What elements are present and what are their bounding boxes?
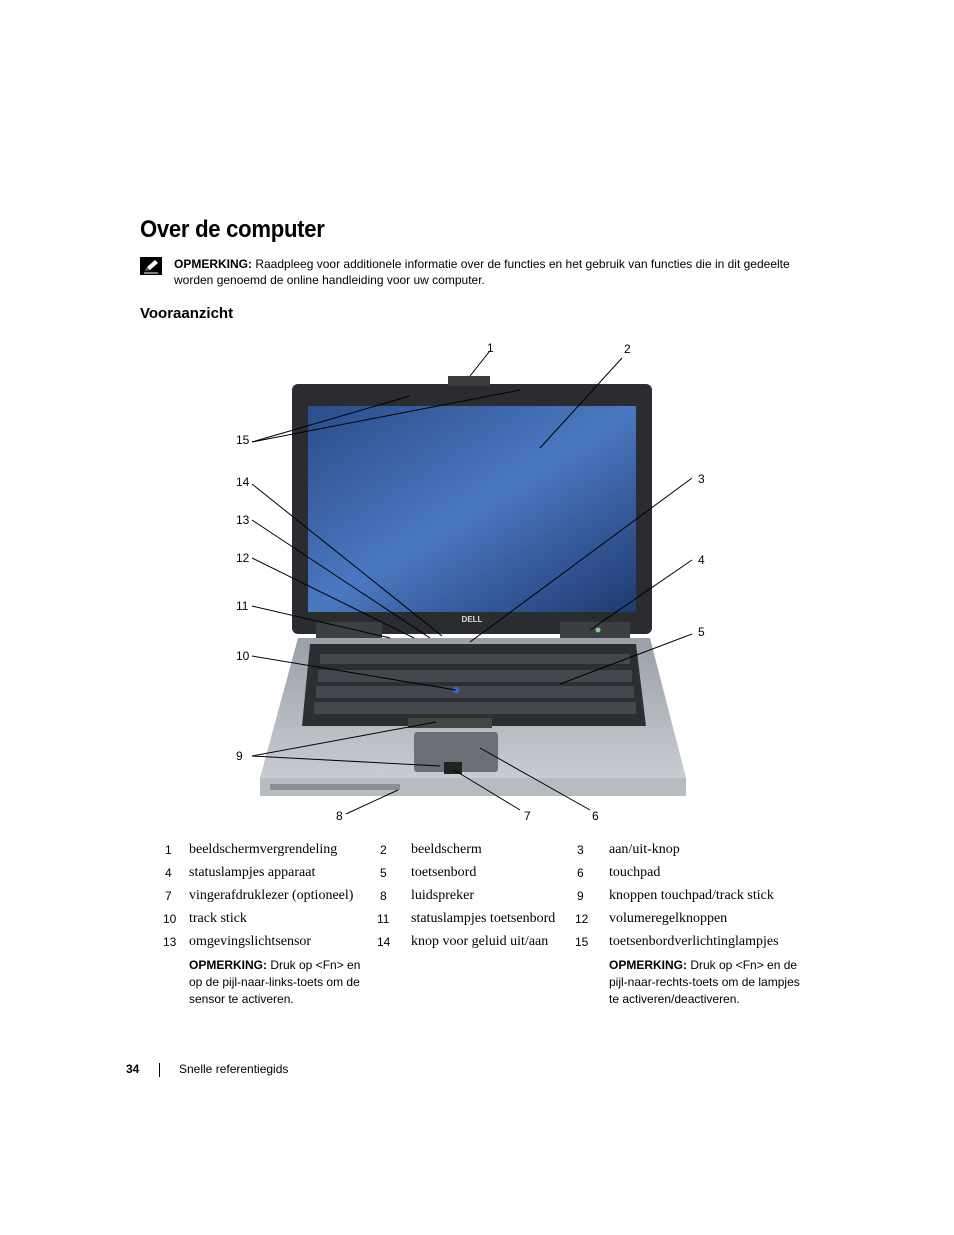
legend-row (155, 932, 815, 955)
footer-separator (159, 1063, 160, 1077)
legend-label: beeldscherm (411, 842, 482, 857)
callout-6: 6 (592, 809, 599, 823)
legend-note-15 (609, 957, 805, 1008)
legend-note-text: Druk op <Fn> en op de pijl-naar-links-toets om de sensor te activeren. (189, 958, 361, 1006)
laptop-front-view-figure (230, 338, 720, 828)
legend-label: beeldschermvergrendeling (189, 842, 338, 857)
pencil-note-icon (140, 257, 162, 275)
legend-label: volumeregelknoppen (609, 911, 728, 926)
legend-row (155, 886, 815, 909)
touchpad-buttons (408, 718, 492, 728)
legend-num: 13 (163, 935, 177, 949)
callout-13: 13 (236, 513, 250, 527)
page-title: Over de computer (140, 216, 325, 243)
legend-note-text: Druk op <Fn> en de pijl-naar-rechts-toets om de lampjes te activeren/deactiveren. (609, 958, 800, 1006)
speaker (270, 784, 400, 790)
legend-label: vingerafdruklezer (optioneel) (189, 888, 354, 903)
legend-label: track stick (189, 911, 247, 926)
legend-num: 11 (377, 912, 390, 926)
legend-row (155, 863, 815, 886)
legend-note-label: OPMERKING: (189, 958, 267, 972)
legend-num: 6 (577, 866, 584, 880)
legend-num: 15 (575, 935, 589, 949)
legend-num: 12 (575, 912, 589, 926)
display-screen (308, 406, 636, 612)
legend-label: knop voor geluid uit/aan (411, 934, 549, 949)
legend-note-label: OPMERKING: (609, 958, 687, 972)
legend-num: 2 (380, 843, 387, 857)
legend-table (155, 840, 815, 1006)
callout-3: 3 (698, 472, 705, 486)
callout-9: 9 (236, 749, 243, 763)
note-label: OPMERKING: (174, 257, 252, 271)
legend-num: 1 (165, 843, 172, 857)
callout-8: 8 (336, 809, 343, 823)
note-text: Raadpleeg voor additionele informatie over de functies en het gebruik van functies die in dit gedeelte worden genoemd de online handleiding voor uw computer. (174, 257, 790, 287)
fingerprint-reader (444, 762, 462, 774)
callout-10: 10 (236, 649, 250, 663)
callout-7: 7 (524, 809, 531, 823)
legend-num: 5 (380, 866, 387, 880)
callout-11: 11 (236, 599, 249, 613)
legend-num: 9 (577, 889, 584, 903)
page-number: 34 (126, 1062, 140, 1076)
legend-label: toetsenbordverlichtinglampjes (609, 934, 779, 949)
legend-label: omgevingslichtsensor (189, 934, 312, 949)
device-status-lights (560, 622, 630, 640)
legend-label: toetsenbord (411, 865, 477, 880)
note-block (140, 256, 800, 288)
legend-note-13 (189, 957, 369, 1008)
legend-num: 10 (163, 912, 177, 926)
legend-label: touchpad (609, 865, 661, 880)
page-footer (126, 1062, 289, 1076)
legend-label: aan/uit-knop (609, 842, 680, 857)
callout-4: 4 (698, 553, 705, 567)
legend-num: 4 (165, 866, 172, 880)
legend-num: 8 (380, 889, 387, 903)
callout-5: 5 (698, 625, 705, 639)
legend-num: 3 (577, 843, 584, 857)
legend-num: 7 (165, 889, 172, 903)
callout-2: 2 (624, 342, 631, 356)
callout-14: 14 (236, 475, 250, 489)
section-title: Vooraanzicht (140, 305, 234, 322)
legend-label: statuslampjes apparaat (189, 865, 316, 880)
legend-label: statuslampjes toetsenbord (411, 911, 556, 926)
dell-logo: DELL (461, 615, 483, 624)
legend-row (155, 840, 815, 863)
legend-row (155, 909, 815, 932)
callout-15: 15 (236, 433, 250, 447)
footer-doc-title: Snelle referentiegids (179, 1062, 289, 1076)
latch (448, 376, 490, 386)
callout-12: 12 (236, 551, 250, 565)
legend-label: knoppen touchpad/track stick (609, 888, 774, 903)
callout-1: 1 (487, 341, 494, 355)
legend-num: 14 (377, 935, 391, 949)
legend-label: luidspreker (411, 888, 474, 903)
